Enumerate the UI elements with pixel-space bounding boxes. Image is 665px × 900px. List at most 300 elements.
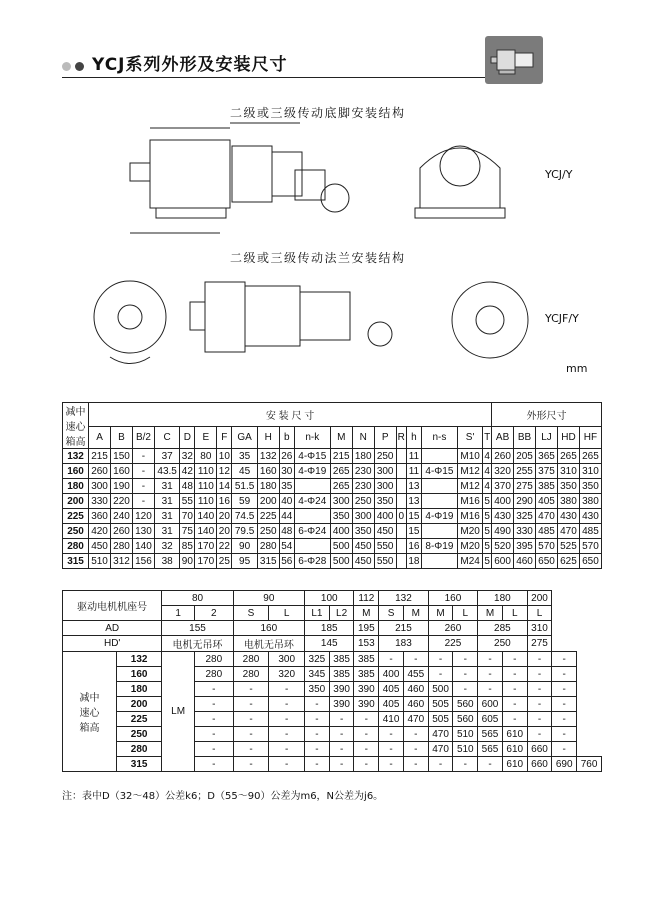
table-cell: 4-Φ24 xyxy=(294,494,330,509)
table-cell: 250 xyxy=(352,494,374,509)
column-header: N xyxy=(352,426,374,448)
frame-header: 132 xyxy=(379,591,428,606)
table-cell: 330 xyxy=(514,524,536,539)
column-header: AB xyxy=(492,426,514,448)
table-cell: 280 xyxy=(257,539,279,554)
section1-caption: 二级或三级传动底脚安装结构 xyxy=(230,106,406,120)
side-label: 减中 速心 箱高 xyxy=(63,652,117,772)
table-cell: 43.5 xyxy=(154,464,179,479)
column-header: P xyxy=(374,426,396,448)
table-cell: 4-Φ19 xyxy=(294,464,330,479)
table-cell: 15 xyxy=(408,525,420,537)
table-row xyxy=(63,652,602,667)
table-row xyxy=(63,757,602,772)
table-cell: 4-Φ15 xyxy=(421,464,457,479)
table-cell: - xyxy=(527,727,552,742)
table-cell: 570 xyxy=(536,539,558,554)
table-row xyxy=(63,554,602,569)
table-cell: 430 xyxy=(492,509,514,524)
table-cell: - xyxy=(527,667,552,682)
table-cell: 260 xyxy=(89,464,111,479)
table-cell: 350 xyxy=(330,509,352,524)
table-cell: 485 xyxy=(579,524,601,539)
column-header: H xyxy=(257,426,279,448)
table-cell: - xyxy=(453,652,478,667)
table-cell xyxy=(294,479,330,494)
sub-header: L2 xyxy=(329,606,354,621)
table-row xyxy=(63,697,602,712)
table-cell: - xyxy=(194,682,233,697)
table-cell: 660 xyxy=(527,757,552,772)
table-cell: 505 xyxy=(428,697,453,712)
table-row xyxy=(63,479,602,494)
table-cell: 290 xyxy=(514,494,536,509)
sub-header: S xyxy=(379,606,404,621)
column-header: BB xyxy=(514,426,536,448)
table-cell: - xyxy=(329,742,354,757)
table-cell: - xyxy=(453,682,478,697)
table-row xyxy=(63,464,602,479)
table-cell: 410 xyxy=(379,712,404,727)
table-cell: 120 xyxy=(132,509,154,524)
sub-header: M xyxy=(478,606,503,621)
row-header: 132 xyxy=(116,652,161,667)
row-header: 315 xyxy=(116,757,161,772)
table-cell: - xyxy=(379,757,404,772)
row-header: 225 xyxy=(63,509,89,524)
table-cell: 160 xyxy=(257,464,279,479)
table-cell: 605 xyxy=(478,712,503,727)
table-cell: 320 xyxy=(269,667,305,682)
table-cell: 610 xyxy=(502,757,527,772)
table-cell: 510 xyxy=(89,554,111,569)
table-cell: 280 xyxy=(233,652,269,667)
gear-motor-icon xyxy=(485,36,543,84)
table-cell: 500 xyxy=(428,682,453,697)
table-cell: - xyxy=(233,757,269,772)
table-cell: 220 xyxy=(111,494,133,509)
table-cell: 520 xyxy=(492,539,514,554)
table-cell: 370 xyxy=(492,479,514,494)
table-header-row xyxy=(63,403,602,427)
table-cell: 90 xyxy=(181,555,193,567)
table-cell: 405 xyxy=(536,494,558,509)
table-cell: - xyxy=(269,727,305,742)
table-cell: 4-Φ19 xyxy=(421,509,457,524)
table-cell: 550 xyxy=(374,539,396,554)
table-cell: 380 xyxy=(557,494,579,509)
table-cell: 510 xyxy=(453,742,478,757)
column-header: LJ xyxy=(536,426,558,448)
table-cell: 190 xyxy=(111,479,133,494)
table-cell xyxy=(421,524,457,539)
table-row xyxy=(63,509,602,524)
column-header: B xyxy=(111,426,133,448)
table-cell: 225 xyxy=(257,509,279,524)
table-cell xyxy=(396,449,406,464)
table-cell: 110 xyxy=(195,479,217,494)
table-cell: 260 xyxy=(111,524,133,539)
table-cell: - xyxy=(379,727,404,742)
table-cell: 265 xyxy=(557,449,579,464)
table-cell: - xyxy=(194,727,233,742)
table-cell: 450 xyxy=(352,539,374,554)
table-cell: 500 xyxy=(330,554,352,569)
table-cell: - xyxy=(403,727,428,742)
row-header: 280 xyxy=(63,539,89,554)
table-cell: 350 xyxy=(579,479,601,494)
table-cell: 240 xyxy=(111,509,133,524)
table-cell: - xyxy=(132,449,154,464)
column-header: M xyxy=(330,426,352,448)
table-cell: 500 xyxy=(330,539,352,554)
table-cell: 610 xyxy=(502,742,527,757)
table-cell: 255 xyxy=(514,464,536,479)
table-cell: 390 xyxy=(329,697,354,712)
table-cell: 85 xyxy=(181,540,193,552)
table-cell: 4-Φ15 xyxy=(294,449,330,464)
column-header: n-k xyxy=(294,426,330,448)
column-header: b xyxy=(279,426,294,448)
table-cell: - xyxy=(269,712,305,727)
table-cell: - xyxy=(453,667,478,682)
table-cell: - xyxy=(233,682,269,697)
table-cell: 54 xyxy=(281,540,293,552)
table-cell: 385 xyxy=(329,667,354,682)
table-cell: 470 xyxy=(428,742,453,757)
frame-header: 200 xyxy=(527,591,552,606)
frame-header: 112 xyxy=(354,591,379,606)
table-cell: 485 xyxy=(536,524,558,539)
table-cell: - xyxy=(527,697,552,712)
table-cell: - xyxy=(194,742,233,757)
table-cell: 280 xyxy=(194,652,233,667)
table-cell: 16 xyxy=(218,495,230,507)
table-cell xyxy=(396,539,406,554)
table-cell xyxy=(396,464,406,479)
table-cell: 140 xyxy=(195,524,217,539)
table-cell: 565 xyxy=(478,742,503,757)
table-cell: 560 xyxy=(453,697,478,712)
table-cell: 42 xyxy=(181,465,193,477)
table-cell: 385 xyxy=(354,667,379,682)
table-cell: 155 xyxy=(162,621,233,636)
table-cell: 260 xyxy=(492,449,514,464)
table-cell: 31 xyxy=(154,494,179,509)
table-row xyxy=(63,539,602,554)
table-cell: - xyxy=(552,697,577,712)
row-header: 280 xyxy=(116,742,161,757)
table-cell: 5 xyxy=(484,495,490,507)
table-cell: 310 xyxy=(527,621,552,636)
column-header: GA xyxy=(232,426,257,448)
table-cell: 430 xyxy=(579,509,601,524)
table-cell: 300 xyxy=(374,464,396,479)
table-cell: M16 xyxy=(457,494,482,509)
column-header: S' xyxy=(457,426,482,448)
table-cell: M24 xyxy=(457,554,482,569)
table-cell: 55 xyxy=(181,495,193,507)
table-cell: 48 xyxy=(181,480,193,492)
table-cell: 360 xyxy=(89,509,111,524)
table-cell: 156 xyxy=(132,554,154,569)
table-cell: 312 xyxy=(111,554,133,569)
table-cell: 130 xyxy=(132,524,154,539)
table-cell: - xyxy=(552,727,577,742)
table-cell: M20 xyxy=(457,524,482,539)
sub-header: L xyxy=(527,606,552,621)
table-cell: 75 xyxy=(181,525,193,537)
table-cell: 375 xyxy=(536,464,558,479)
table-cell: 140 xyxy=(132,539,154,554)
table-cell: 460 xyxy=(514,554,536,569)
table-cell: 80 xyxy=(195,449,217,464)
table-cell: M12 xyxy=(457,479,482,494)
table-cell: 11 xyxy=(406,449,421,464)
table-cell: 300 xyxy=(330,494,352,509)
table-cell: - xyxy=(552,652,577,667)
table-cell: 20 xyxy=(218,510,230,522)
table-cell: 6-Φ24 xyxy=(294,524,330,539)
table-cell: 38 xyxy=(154,554,179,569)
table-cell: 45 xyxy=(232,464,257,479)
table-cell: 31 xyxy=(154,509,179,524)
section1-model: YCJ/Y xyxy=(545,168,573,181)
table-cell: 350 xyxy=(352,524,374,539)
table-cell xyxy=(294,539,330,554)
table-cell: 505 xyxy=(428,712,453,727)
table-cell: - xyxy=(453,757,478,772)
table-cell: 325 xyxy=(305,652,330,667)
table-cell: 13 xyxy=(408,495,420,507)
table-cell xyxy=(421,479,457,494)
page-header xyxy=(62,48,542,78)
table-cell xyxy=(396,479,406,494)
table-cell: 550 xyxy=(374,554,396,569)
table-cell: 650 xyxy=(579,554,601,569)
table-cell: 460 xyxy=(403,682,428,697)
table-cell: - xyxy=(502,712,527,727)
table-cell: 230 xyxy=(352,479,374,494)
table-cell: - xyxy=(354,712,379,727)
table-cell: 215 xyxy=(330,449,352,464)
table-cell: 565 xyxy=(478,727,503,742)
table-cell: 405 xyxy=(379,697,404,712)
table-cell: - xyxy=(478,652,503,667)
table-cell: 390 xyxy=(329,682,354,697)
table-cell: 35 xyxy=(232,449,257,464)
column-header: HF xyxy=(579,426,601,448)
motor-lm-table xyxy=(62,590,602,772)
table-cell: 400 xyxy=(374,509,396,524)
table-cell: - xyxy=(305,712,330,727)
table-cell: 26 xyxy=(281,450,293,462)
table-row xyxy=(63,727,602,742)
table-cell: 345 xyxy=(305,667,330,682)
table-cell: 325 xyxy=(514,509,536,524)
sub-header: L xyxy=(453,606,478,621)
table-cell: 625 xyxy=(557,554,579,569)
table-cell: - xyxy=(269,697,305,712)
table-cell: 10 xyxy=(218,450,230,462)
table-cell: 280 xyxy=(233,667,269,682)
table-cell: 145 xyxy=(305,636,354,652)
table-cell: 140 xyxy=(195,509,217,524)
table-cell: 250 xyxy=(374,449,396,464)
install-header: 安 装 尺 寸 xyxy=(89,403,492,427)
table-cell: - xyxy=(194,712,233,727)
table-cell: 5 xyxy=(484,540,490,552)
table-cell: 350 xyxy=(557,479,579,494)
table-cell: - xyxy=(478,757,503,772)
table-cell: 44 xyxy=(281,510,293,522)
table-cell: 310 xyxy=(579,464,601,479)
table-cell: 320 xyxy=(492,464,514,479)
table-cell: - xyxy=(233,697,269,712)
frame-header: 90 xyxy=(233,591,304,606)
table-cell: 300 xyxy=(89,479,111,494)
table-cell: 153 xyxy=(354,636,379,652)
table-cell: 385 xyxy=(536,479,558,494)
table-cell: 250 xyxy=(478,636,527,652)
table-cell: 22 xyxy=(218,540,230,552)
table-cell: - xyxy=(269,682,305,697)
table-cell: 385 xyxy=(354,652,379,667)
table-cell xyxy=(396,524,406,539)
column-header: HD xyxy=(557,426,579,448)
table-cell: 390 xyxy=(354,682,379,697)
table-row xyxy=(63,712,602,727)
table-cell: 420 xyxy=(89,524,111,539)
table-cell: - xyxy=(194,757,233,772)
table-cell: 275 xyxy=(527,636,552,652)
table-cell: - xyxy=(305,727,330,742)
row-header: 200 xyxy=(116,697,161,712)
table-cell: - xyxy=(552,712,577,727)
table-cell: M20 xyxy=(457,539,482,554)
table-cell xyxy=(294,509,330,524)
column-header: n-s xyxy=(421,426,457,448)
sub-header: M xyxy=(354,606,379,621)
table-row xyxy=(63,742,602,757)
table-cell: - xyxy=(354,742,379,757)
table-cell: 31 xyxy=(154,524,179,539)
section2-caption: 二级或三级传动法兰安装结构 xyxy=(230,251,406,265)
table-cell: - xyxy=(233,712,269,727)
table-cell: - xyxy=(502,652,527,667)
table-cell: 275 xyxy=(514,479,536,494)
table-cell: 455 xyxy=(403,667,428,682)
table-cell: 32 xyxy=(181,450,193,462)
column-header: A xyxy=(89,426,111,448)
table-cell: 电机无吊环 xyxy=(233,636,304,652)
table-cell xyxy=(396,494,406,509)
table-cell: 600 xyxy=(478,697,503,712)
row-header: 315 xyxy=(63,554,89,569)
row-header: 132 xyxy=(63,449,89,464)
table-cell: 180 xyxy=(352,449,374,464)
table-cell: 180 xyxy=(257,479,279,494)
table-cell: 195 xyxy=(354,621,379,636)
table-cell: - xyxy=(502,667,527,682)
table-cell: - xyxy=(269,757,305,772)
table-cell: 12 xyxy=(218,465,230,477)
table-cell: - xyxy=(552,682,577,697)
section2-model: YCJF/Y xyxy=(545,312,579,325)
table-cell: - xyxy=(269,742,305,757)
unit-label: mm xyxy=(566,362,588,375)
table-cell: 310 xyxy=(557,464,579,479)
sub-header: 2 xyxy=(194,606,233,621)
row-header: 225 xyxy=(116,712,161,727)
table-cell: 400 xyxy=(492,494,514,509)
sub-header: 1 xyxy=(162,606,195,621)
table-cell: 610 xyxy=(502,727,527,742)
header-rule xyxy=(62,77,532,78)
table-cell: 59 xyxy=(232,494,257,509)
table-cell: 300 xyxy=(374,479,396,494)
table-cell: 110 xyxy=(195,494,217,509)
table-cell: 35 xyxy=(281,480,293,492)
column-header: E xyxy=(195,426,217,448)
row-header: 180 xyxy=(63,479,89,494)
table-cell: 330 xyxy=(89,494,111,509)
table-cell: 460 xyxy=(403,697,428,712)
column-header: h xyxy=(406,426,421,448)
table-cell: 450 xyxy=(89,539,111,554)
sub-header: M xyxy=(403,606,428,621)
table-cell: 48 xyxy=(281,525,293,537)
table-cell: - xyxy=(403,742,428,757)
table-cell xyxy=(396,554,406,569)
table-cell: - xyxy=(527,652,552,667)
table-row xyxy=(63,449,602,464)
table-cell: 450 xyxy=(352,554,374,569)
table-cell: - xyxy=(478,682,503,697)
table-cell: - xyxy=(428,667,453,682)
table-cell: 650 xyxy=(536,554,558,569)
table-cell: 430 xyxy=(557,509,579,524)
table-cell xyxy=(421,449,457,464)
table-cell: 395 xyxy=(514,539,536,554)
table-cell: 600 xyxy=(492,554,514,569)
table-cell: - xyxy=(379,742,404,757)
tolerance-note: 注：表中D（32～48）公差k6；D（55～90）公差为m6，N公差为j6。 xyxy=(62,791,384,802)
table-cell: 265 xyxy=(579,449,601,464)
table-row xyxy=(63,667,602,682)
table-cell: 5 xyxy=(484,555,490,567)
column-header: T xyxy=(483,426,492,448)
table-cell: - xyxy=(527,712,552,727)
table-cell: - xyxy=(354,757,379,772)
table-cell: 13 xyxy=(408,480,420,492)
table-cell: 390 xyxy=(354,697,379,712)
table-cell: 230 xyxy=(352,464,374,479)
hd-row xyxy=(63,636,602,652)
table-cell: 385 xyxy=(329,652,354,667)
table-cell: 225 xyxy=(428,636,477,652)
frame-header: 180 xyxy=(478,591,527,606)
table-cell: - xyxy=(329,712,354,727)
table-cell: 690 xyxy=(552,757,577,772)
table-cell: 185 xyxy=(305,621,354,636)
table-cell: 32 xyxy=(154,539,179,554)
table-cell: 4 xyxy=(484,465,490,477)
table-cell: 350 xyxy=(374,494,396,509)
table-cell: 160 xyxy=(233,621,304,636)
table-header-row xyxy=(63,426,602,448)
row-header: 200 xyxy=(63,494,89,509)
